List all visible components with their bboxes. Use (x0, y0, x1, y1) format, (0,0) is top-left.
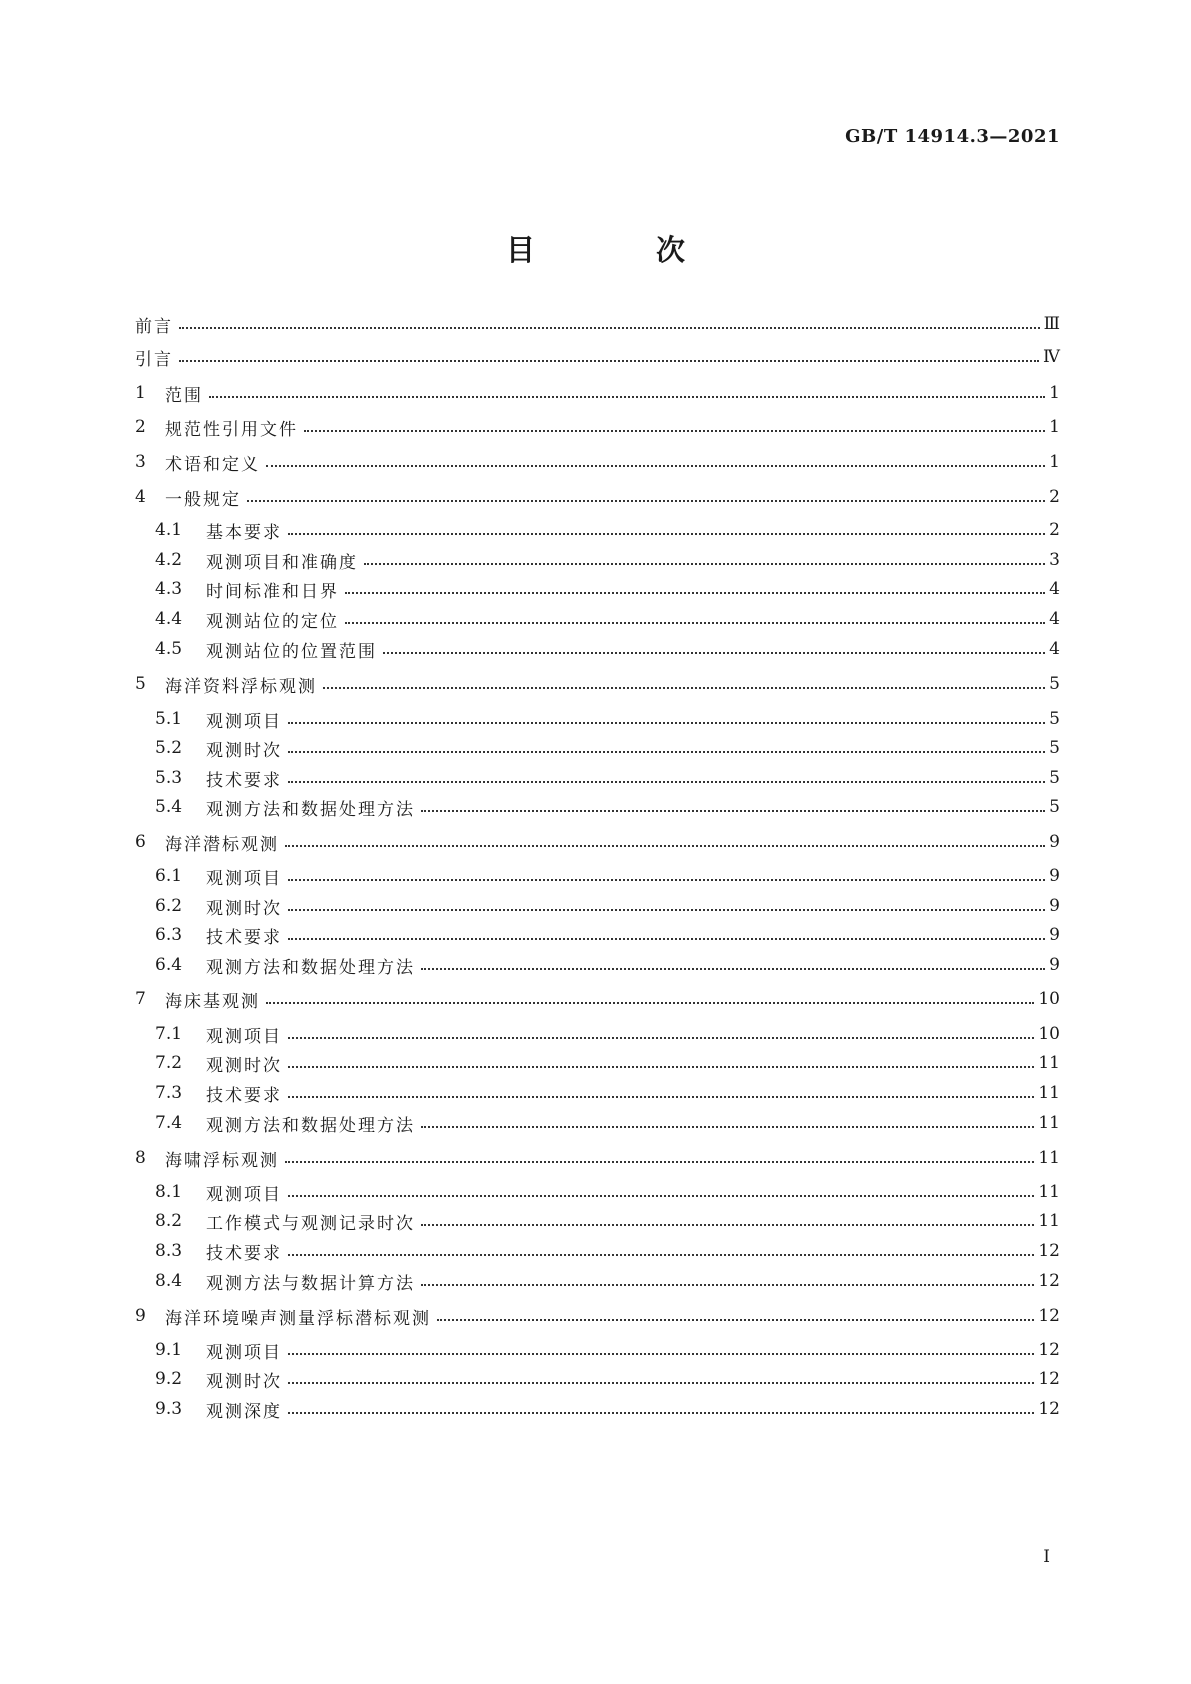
toc-entry-number: 4.5 (155, 639, 183, 659)
toc-entry-page: 11 (1038, 1211, 1060, 1231)
toc-entry-page: 9 (1049, 866, 1060, 886)
toc-entry-page: 11 (1038, 1053, 1060, 1073)
standard-code: GB/T 14914.3—2021 (845, 126, 1060, 147)
toc-dot-leader (288, 1353, 1034, 1355)
toc-entry[interactable] (135, 449, 1060, 475)
toc-entry-number: 6.1 (155, 866, 183, 886)
toc-entry-page: Ⅲ (1043, 314, 1060, 334)
toc-dot-leader (421, 1224, 1034, 1226)
toc-entry-page: 4 (1049, 639, 1060, 659)
toc-dot-leader (247, 500, 1045, 502)
toc-entry-page: 1 (1049, 452, 1060, 472)
toc-entry[interactable] (135, 1145, 1060, 1171)
toc-dot-leader (288, 1412, 1034, 1414)
toc-dot-leader (209, 396, 1045, 398)
toc-entry-number: 8 (135, 1148, 146, 1168)
page-number: I (1043, 1547, 1050, 1567)
toc-entry-number: 8.3 (155, 1241, 183, 1261)
toc-dot-leader (288, 751, 1045, 753)
toc-entry-title: 技术要求 (206, 770, 282, 791)
toc-dot-leader (383, 652, 1045, 654)
toc-entry-page: 2 (1049, 487, 1060, 507)
toc-entry-page: 5 (1049, 738, 1060, 758)
page-title: 目 次 (505, 233, 731, 267)
toc-dot-leader (421, 968, 1045, 970)
toc-entry-number: 5.4 (155, 797, 183, 817)
toc-entry-number: 4 (135, 487, 146, 507)
toc-dot-leader (288, 938, 1045, 940)
toc-dot-leader (304, 430, 1045, 432)
toc-dot-leader (288, 1382, 1034, 1384)
toc-dot-leader (288, 1254, 1034, 1256)
toc-entry-title: 观测方法和数据处理方法 (206, 799, 415, 820)
toc-entry-title: 术语和定义 (165, 454, 260, 475)
toc-entry-number: 4.3 (155, 579, 183, 599)
toc-dot-leader (288, 909, 1045, 911)
toc-entry-page: 10 (1038, 989, 1060, 1009)
toc-entry-title: 规范性引用文件 (165, 419, 298, 440)
toc-entry-title: 时间标准和日界 (206, 581, 339, 602)
toc-entry-number: 5 (135, 674, 146, 694)
toc-entry-title: 海啸浮标观测 (165, 1150, 279, 1171)
toc-subentry[interactable] (155, 1238, 1060, 1264)
toc-entry-number: 5.2 (155, 738, 183, 758)
toc-entry-title: 引言 (135, 349, 173, 370)
toc-dot-leader (288, 1037, 1034, 1039)
toc-entry-title: 海洋资料浮标观测 (165, 676, 317, 697)
toc-dot-leader (437, 1319, 1034, 1321)
toc-dot-leader (266, 1002, 1034, 1004)
toc-entry[interactable] (135, 344, 1060, 370)
toc-subentry[interactable] (155, 893, 1060, 919)
toc-entry-number: 6.2 (155, 896, 183, 916)
toc-subentry[interactable] (155, 1179, 1060, 1205)
toc-dot-leader (421, 810, 1045, 812)
toc-entry-title: 前言 (135, 316, 173, 337)
toc-dot-leader (323, 687, 1045, 689)
toc-entry-number: 6.3 (155, 925, 183, 945)
toc-dot-leader (345, 622, 1045, 624)
toc-entry-page: 5 (1049, 674, 1060, 694)
toc-dot-leader (266, 465, 1045, 467)
toc-entry[interactable] (135, 414, 1060, 440)
toc-entry-title: 观测深度 (206, 1401, 282, 1422)
toc-subentry[interactable] (155, 1337, 1060, 1363)
toc-entry[interactable] (135, 380, 1060, 406)
toc-dot-leader (288, 781, 1045, 783)
toc-subentry[interactable] (155, 735, 1060, 761)
toc-entry-number: 1 (135, 383, 146, 403)
toc-entry-number: 8.1 (155, 1182, 183, 1202)
toc-entry-page: 9 (1049, 925, 1060, 945)
toc-entry-number: 9.2 (155, 1369, 183, 1389)
toc-entry-page: 11 (1038, 1083, 1060, 1103)
toc-entry-number: 7.4 (155, 1113, 183, 1133)
toc-entry-title: 海床基观测 (165, 991, 260, 1012)
toc-entry[interactable] (135, 829, 1060, 855)
toc-entry-page: 1 (1049, 383, 1060, 403)
toc-subentry[interactable] (155, 1366, 1060, 1392)
toc-entry-page: 11 (1038, 1148, 1060, 1168)
toc-dot-leader (285, 845, 1045, 847)
toc-entry-page: 11 (1038, 1182, 1060, 1202)
toc-subentry[interactable] (155, 952, 1060, 978)
toc-entry-number: 2 (135, 417, 146, 437)
toc-entry-number: 7.1 (155, 1024, 183, 1044)
toc-entry-page: 12 (1038, 1306, 1060, 1326)
toc-entry-title: 观测项目 (206, 1184, 282, 1205)
toc-entry-title: 观测时次 (206, 740, 282, 761)
toc-entry-title: 观测项目和准确度 (206, 552, 358, 573)
toc-subentry[interactable] (155, 794, 1060, 820)
toc-subentry[interactable] (155, 606, 1060, 632)
toc-dot-leader (421, 1126, 1034, 1128)
toc-dot-leader (179, 360, 1039, 362)
toc-dot-leader (288, 1066, 1034, 1068)
toc-entry-title: 观测项目 (206, 1026, 282, 1047)
toc-entry-number: 6.4 (155, 955, 183, 975)
toc-entry-page: 9 (1049, 832, 1060, 852)
toc-entry-title: 观测站位的位置范围 (206, 641, 377, 662)
toc-entry-page: 5 (1049, 709, 1060, 729)
toc-entry-number: 7.3 (155, 1083, 183, 1103)
toc-subentry[interactable] (155, 1110, 1060, 1136)
toc-subentry[interactable] (155, 1268, 1060, 1294)
toc-entry-page: 5 (1049, 797, 1060, 817)
toc-entry-number: 9.3 (155, 1399, 183, 1419)
toc-entry-page: 11 (1038, 1113, 1060, 1133)
toc-dot-leader (285, 1161, 1034, 1163)
toc-entry-title: 一般规定 (165, 489, 241, 510)
toc-entry-title: 观测时次 (206, 898, 282, 919)
toc-entry-page: 12 (1038, 1340, 1060, 1360)
toc-entry-title: 工作模式与观测记录时次 (206, 1213, 415, 1234)
toc-entry-number: 5.3 (155, 768, 183, 788)
toc-entry-title: 观测时次 (206, 1371, 282, 1392)
toc-entry-number: 4.1 (155, 520, 183, 540)
toc-subentry[interactable] (155, 517, 1060, 543)
toc-dot-leader (288, 722, 1045, 724)
toc-entry-title: 范围 (165, 385, 203, 406)
toc-entry-title: 观测方法与数据计算方法 (206, 1273, 415, 1294)
toc-entry-number: 8.4 (155, 1271, 183, 1291)
toc-entry-title: 观测方法和数据处理方法 (206, 957, 415, 978)
toc-entry-number: 9.1 (155, 1340, 183, 1360)
toc-entry-title: 基本要求 (206, 522, 282, 543)
toc-subentry[interactable] (155, 547, 1060, 573)
toc-entry-title: 观测方法和数据处理方法 (206, 1115, 415, 1136)
toc-dot-leader (345, 592, 1045, 594)
toc-entry[interactable] (135, 484, 1060, 510)
toc-subentry[interactable] (155, 922, 1060, 948)
toc-entry-title: 技术要求 (206, 927, 282, 948)
toc-entry-title: 观测时次 (206, 1055, 282, 1076)
toc-dot-leader (288, 879, 1045, 881)
toc-entry-page: 4 (1049, 609, 1060, 629)
toc-entry-title: 观测项目 (206, 868, 282, 889)
toc-subentry[interactable] (155, 1021, 1060, 1047)
toc-entry-title: 技术要求 (206, 1243, 282, 1264)
toc-subentry[interactable] (155, 576, 1060, 602)
toc-entry-number: 9 (135, 1306, 146, 1326)
toc-dot-leader (364, 563, 1045, 565)
toc-subentry[interactable] (155, 1396, 1060, 1422)
toc-subentry[interactable] (155, 765, 1060, 791)
toc-subentry[interactable] (155, 636, 1060, 662)
toc-entry-page: 1 (1049, 417, 1060, 437)
toc-subentry[interactable] (155, 1050, 1060, 1076)
toc-entry-page: 4 (1049, 579, 1060, 599)
toc-entry[interactable] (135, 311, 1060, 337)
toc-entry-page: 9 (1049, 955, 1060, 975)
toc-entry-number: 5.1 (155, 709, 183, 729)
toc-entry-title: 海洋潜标观测 (165, 834, 279, 855)
toc-entry-number: 6 (135, 832, 146, 852)
toc-entry-page: 9 (1049, 896, 1060, 916)
toc-entry[interactable] (135, 986, 1060, 1012)
toc-entry-page: 10 (1038, 1024, 1060, 1044)
toc-entry-page: 5 (1049, 768, 1060, 788)
toc-entry-number: 3 (135, 452, 146, 472)
toc-entry-page: 2 (1049, 520, 1060, 540)
toc-entry-page: 12 (1038, 1271, 1060, 1291)
toc-entry[interactable] (135, 1303, 1060, 1329)
toc-dot-leader (288, 1096, 1034, 1098)
toc-entry-title: 观测项目 (206, 1342, 282, 1363)
toc-entry-title: 技术要求 (206, 1085, 282, 1106)
toc-dot-leader (179, 327, 1040, 329)
toc-subentry[interactable] (155, 1208, 1060, 1234)
toc-entry-title: 观测站位的定位 (206, 611, 339, 632)
toc-entry[interactable] (135, 671, 1060, 697)
toc-entry-page: 12 (1038, 1369, 1060, 1389)
toc-entry-number: 4.2 (155, 550, 183, 570)
toc-dot-leader (421, 1284, 1034, 1286)
toc-entry-page: 3 (1049, 550, 1060, 570)
toc-subentry[interactable] (155, 1080, 1060, 1106)
toc-entry-number: 7.2 (155, 1053, 183, 1073)
toc-entry-number: 8.2 (155, 1211, 183, 1231)
toc-entry-number: 7 (135, 989, 146, 1009)
toc-dot-leader (288, 1195, 1034, 1197)
toc-entry-number: 4.4 (155, 609, 183, 629)
toc-dot-leader (288, 533, 1045, 535)
toc-entry-title: 海洋环境噪声测量浮标潜标观测 (165, 1308, 431, 1329)
toc-subentry[interactable] (155, 706, 1060, 732)
toc-entry-page: 12 (1038, 1241, 1060, 1261)
toc-entry-title: 观测项目 (206, 711, 282, 732)
toc-entry-page: 12 (1038, 1399, 1060, 1419)
toc-entry-page: Ⅳ (1043, 347, 1060, 367)
toc-subentry[interactable] (155, 863, 1060, 889)
